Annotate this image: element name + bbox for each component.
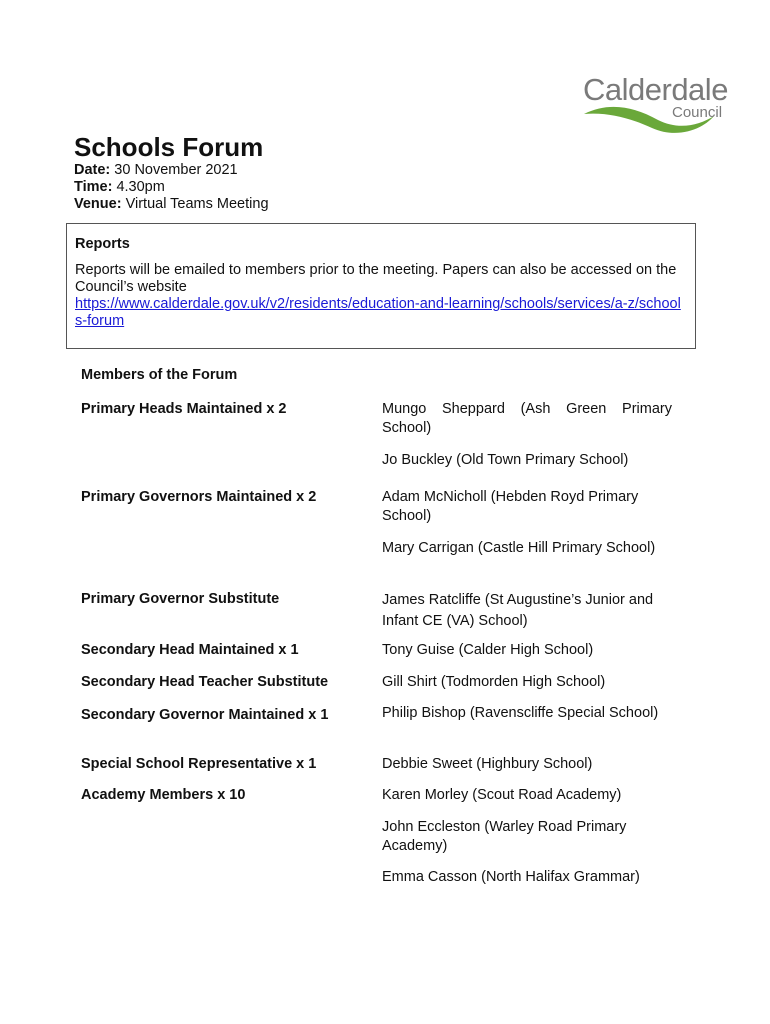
reports-box	[66, 223, 696, 349]
members-heading: Members of the Forum	[81, 367, 238, 383]
member-name: James Ratcliffe (St Augustine’s Junior and Infant CE (VA) School)	[382, 592, 654, 629]
member-name: Mungo Sheppard (Ash Green Primary School)	[382, 401, 672, 436]
page-title: Schools Forum	[74, 132, 264, 162]
member-role: Secondary Governor Maintained x 1	[81, 707, 329, 723]
member-role: Secondary Head Maintained x 1	[81, 642, 299, 658]
member-name: Philip Bishop (Ravenscliffe Special School)	[382, 705, 659, 721]
meeting-venue: Venue: Virtual Teams Meeting	[74, 196, 269, 212]
member-name: Gill Shirt (Todmorden High School)	[382, 674, 606, 690]
logo-wordmark: Calderdale	[583, 72, 728, 107]
member-name: Mary Carrigan (Castle Hill Primary School)	[382, 540, 656, 556]
member-name: Debbie Sweet (Highbury School)	[382, 756, 593, 772]
member-name: Karen Morley (Scout Road Academy)	[382, 787, 622, 803]
member-name: Adam McNicholl (Hebden Royd Primary School)	[382, 489, 639, 524]
member-role: Primary Heads Maintained x 2	[81, 401, 287, 417]
logo-subtitle: Council	[672, 104, 723, 121]
meeting-time: Time: 4.30pm	[74, 179, 165, 195]
member-name: Jo Buckley (Old Town Primary School)	[382, 452, 629, 468]
member-name: Emma Casson (North Halifax Grammar)	[382, 869, 640, 885]
meeting-details	[74, 162, 269, 213]
schools-forum-link[interactable]: https://www.calderdale.gov.uk/v2/residents/education-and-learning/schools/services/a-z/schools-forum	[75, 296, 681, 329]
reports-heading: Reports	[75, 236, 130, 252]
member-role: Academy Members x 10	[81, 787, 246, 803]
member-name: John Eccleston (Warley Road Primary Academy)	[382, 819, 627, 854]
member-role: Special School Representative x 1	[81, 756, 317, 772]
member-role: Primary Governors Maintained x 2	[81, 489, 317, 505]
member-name: Tony Guise (Calder High School)	[382, 642, 594, 658]
meeting-date: Date: 30 November 2021	[74, 162, 238, 178]
reports-body: Reports will be emailed to members prior to the meeting. Papers can also be accessed on the Council’s website	[75, 262, 677, 295]
member-role: Secondary Head Teacher Substitute	[81, 674, 329, 690]
member-role: Primary Governor Substitute	[81, 591, 280, 607]
calderdale-council-logo	[578, 74, 738, 140]
